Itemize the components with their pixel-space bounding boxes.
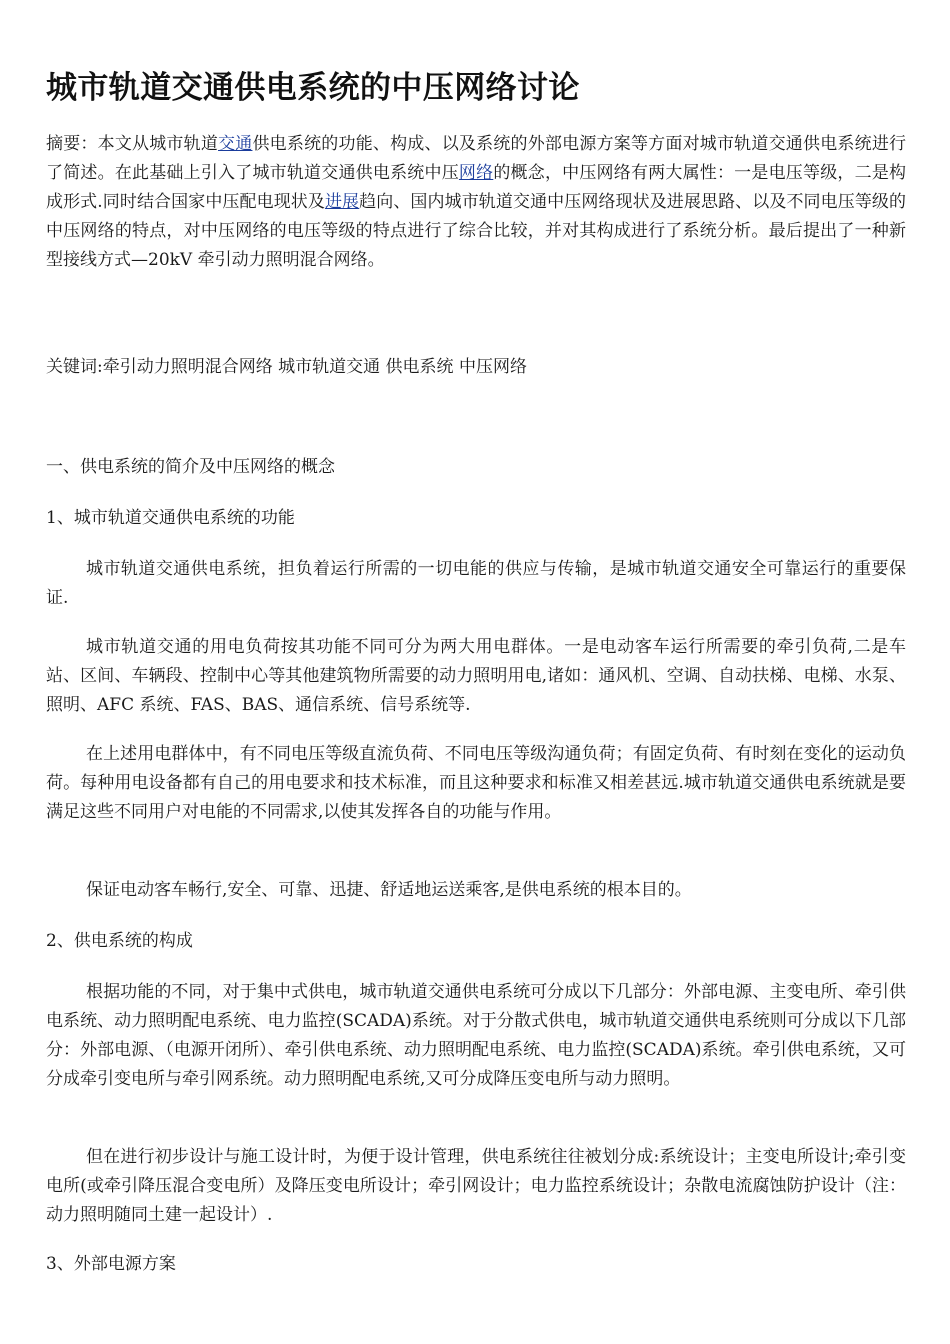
body-paragraph: 城市轨道交通供电系统，担负着运行所需的一切电能的供应与传输，是城市轨道交通安全可靠运行的重要保证. — [46, 559, 906, 608]
body-paragraph: 城市轨道交通的用电负荷按其功能不同可分为两大用电群体。一是电动客车运行所需要的牵引负荷,二是车站、区间、车辆段、控制中心等其他建筑物所需要的动力照明用电,诸如：通风机、空调、自动扶梯、电梯、水泵、照明、AFC 系统、FAS、BAS、通信系统、信号系统等. — [46, 637, 906, 715]
subsection-heading: 1、城市轨道交通供电系统的功能 — [46, 508, 295, 528]
abstract-text: 趋向、国内城市轨道交通中压网络现状及进展思路、以及不同电压等级的中压网络的特点，对中压网络的电压等级的特点进行了综合比较，并对其构成进行了系统分析。最后提出了一种新型接线方式—20kV 牵引动力照明混合网络。 — [46, 192, 907, 270]
subsection-heading: 3、外部电源方案 — [46, 1254, 176, 1274]
link-wangluo[interactable]: 网络 — [458, 163, 494, 183]
body-paragraph: 保证电动客车畅行,安全、可靠、迅捷、舒适地运送乘客,是供电系统的根本目的。 — [86, 880, 692, 900]
document-title: 城市轨道交通供电系统的中压网络讨论 — [46, 70, 580, 106]
abstract-text: 供电系统的功能、构成、以及系统的外部电源方案等方面对城市轨道交通供电系统进行了简述。在此基础上引入了城市轨道交通供电系统中压 — [46, 134, 907, 183]
link-jinzhan[interactable]: 进展 — [324, 192, 360, 212]
abstract-text: 的概念，中压网络有两大属性：一是电压等级，二是构成形式.同时结合国家中压配电现状及 — [46, 163, 907, 212]
abstract-paragraph — [46, 130, 906, 275]
keywords: 关键词:牵引动力照明混合网络 城市轨道交通 供电系统 中压网络 — [46, 357, 527, 377]
body-paragraph: 但在进行初步设计与施工设计时，为便于设计管理，供电系统往往被划分成:系统设计；主变电所设计;牵引变电所(或牵引降压混合变电所）及降压变电所设计；牵引网设计；电力监控系统设计；杂散电流腐蚀防护设计（注：动力照明随同土建一起设计）. — [46, 1147, 906, 1225]
subsection-heading: 2、供电系统的构成 — [46, 931, 193, 951]
abstract-text: 摘要：本文从城市轨道 — [46, 134, 219, 154]
body-paragraph: 在上述用电群体中，有不同电压等级直流负荷、不同电压等级沟通负荷；有固定负荷、有时刻在变化的运动负荷。每种用电设备都有自己的用电要求和技术标准，而且这种要求和标准又相差甚远.城市轨道交通供电系统就是要满足这些不同用户对电能的不同需求,以使其发挥各自的功能与作用。 — [46, 744, 906, 822]
link-jiaotong[interactable]: 交通 — [218, 134, 253, 154]
body-paragraph: 根据功能的不同，对于集中式供电，城市轨道交通供电系统可分成以下几部分：外部电源、主变电所、牵引供电系统、动力照明配电系统、电力监控(SCADA)系统。对于分散式供电，城市轨道交通供电系统则可分成以下几部分：外部电源、（电源开闭所）、牵引供电系统、动力照明配电系统、电力监控(SCADA)系统。牵引供电系统，又可分成牵引变电所与牵引网系统。动力照明配电系统,又可分成降压变电所与动力照明。 — [46, 982, 906, 1089]
section-heading: 一、供电系统的简介及中压网络的概念 — [46, 457, 335, 477]
